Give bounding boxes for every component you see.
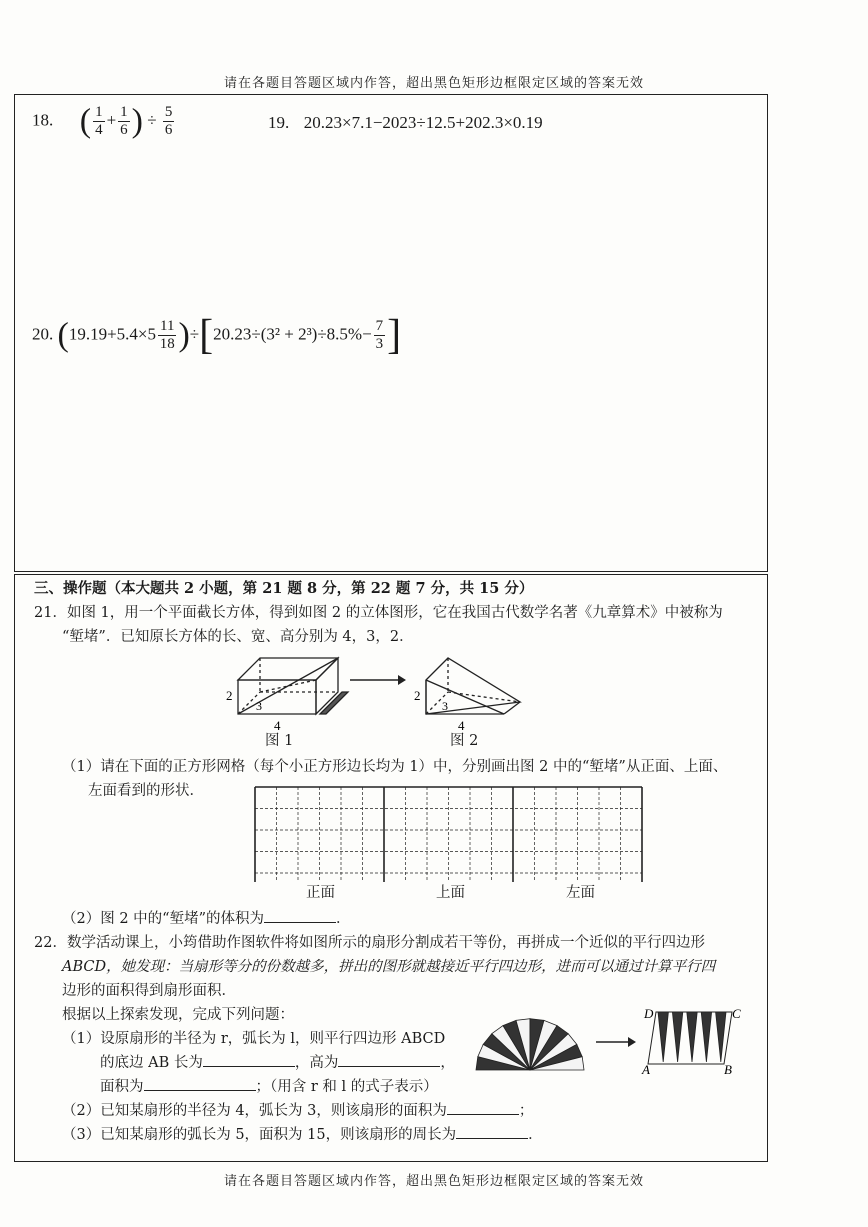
fraction: $\frac{11}{18}$ — [159, 318, 175, 352]
sector-figure — [474, 1006, 586, 1078]
question-21-part-2: （2）图 2 中的“堑堵”的体积为 ． — [62, 908, 351, 930]
parallelogram-figure — [640, 1000, 746, 1080]
fraction: $\frac{5}{6}$ — [164, 104, 173, 138]
answer-blank[interactable] — [264, 908, 336, 923]
question-22-line-4: 根据以上探索发现，完成下列问题： — [62, 1007, 294, 1023]
vertex-label-a: A — [642, 1062, 650, 1077]
question-22-line-3: 边形的面积得到扇形面积． — [62, 983, 236, 999]
answer-blank[interactable] — [203, 1052, 295, 1067]
fraction: $\frac{7}{3}$ — [375, 318, 384, 352]
grid-label-top: 上面 — [436, 885, 465, 901]
arrow-icon — [596, 1034, 636, 1050]
question-22-part-1-c: 面积为 ；（用含 r 和 l 的式子表示） — [100, 1076, 438, 1098]
answer-blank[interactable] — [456, 1124, 528, 1139]
parallelogram-wedge — [658, 1012, 668, 1062]
figure-1-height-label: 2 — [226, 688, 233, 703]
section-3-title: 三、操作题（本大题共 2 小题，第 21 题 8 分，第 22 题 7 分，共 15 分） — [34, 580, 534, 597]
parallelogram-wedge — [716, 1012, 726, 1062]
parallelogram-wedge — [672, 1012, 682, 1062]
grid-label-left: 左面 — [566, 885, 595, 901]
question-19-number: 19. — [268, 113, 290, 132]
arrow-icon — [350, 670, 406, 690]
vertex-label-d: D — [644, 1006, 654, 1021]
question-21-part-1-line-2: 左面看到的形状． — [88, 783, 204, 799]
vertex-label-b: B — [724, 1062, 732, 1077]
question-21-line-2: “堑堵”．已知原长方体的长、宽、高分别为 4，3，2． — [62, 629, 414, 645]
question-22-line-2: ABCD，她发现：当扇形等分的份数越多，拼出的图形就越接近平行四边形，进而可以通过计算平行四 — [62, 959, 716, 975]
question-19-expression: 20.23×7.1−2023÷12.5+202.3×0.19 — [303, 113, 543, 132]
vertex-label-c: C — [732, 1006, 741, 1021]
answer-blank[interactable] — [447, 1100, 519, 1115]
question-21-line-1: 21．如图 1，用一个平面截长方体，得到如图 2 的立体图形，它在我国古代数学名著《九章算术》中被称为 — [34, 605, 723, 621]
figure-1-length-label: 4 — [274, 718, 281, 733]
question-19 — [268, 112, 543, 134]
header-note: 请在各题目答题区域内作答，超出黑色矩形边框限定区域的答案无效 — [223, 76, 644, 91]
figure-2-caption: 图 2 — [450, 733, 479, 749]
question-18-number: 18. — [32, 110, 54, 130]
question-22-part-3: （3）已知某扇形的弧长为 5，面积为 15，则该扇形的周长为 ． — [62, 1124, 543, 1146]
figure-2-width-label: 3 — [442, 699, 448, 713]
figure-1-width-label: 3 — [256, 699, 262, 713]
question-22-part-1-b: 的底边 AB 长为 ，高为 ， — [100, 1052, 455, 1074]
question-22-line-1: 22．数学活动课上，小筠借助作图软件将如图所示的扇形分割成若干等份，再拼成一个近似的平行四边形 — [34, 935, 705, 951]
parallelogram-wedge — [701, 1012, 711, 1062]
answer-blank[interactable] — [338, 1052, 440, 1067]
figure-2-length-label: 4 — [458, 718, 465, 733]
grid-label-front: 正面 — [306, 885, 335, 901]
question-18: 18. ( $\frac{1}{4}$ + $\frac{1}{6}$ ) ÷ $\frac{5}{6}$ — [32, 102, 173, 140]
question-20: 20. (19.19+5.4×5 $\frac{11}{18}$ )÷[20.23÷(3² + 2³)÷8.5%− $\frac{7}{3}$ ] — [32, 312, 402, 359]
figure-2-qiandu — [408, 648, 528, 738]
parallelogram-wedge — [687, 1012, 697, 1062]
footer-note: 请在各题目答题区域内作答，超出黑色矩形边框限定区域的答案无效 — [223, 1174, 644, 1189]
question-20-number: 20. — [32, 324, 54, 344]
figure-1-cuboid — [220, 648, 350, 738]
question-22-part-1-a: （1）设原扇形的半径为 r，弧长为 l，则平行四边形 ABCD — [62, 1031, 446, 1047]
fraction: $\frac{1}{4}$ — [95, 104, 103, 138]
square-grid[interactable] — [254, 786, 650, 882]
answer-blank[interactable] — [144, 1076, 256, 1091]
figure-1-caption: 图 1 — [265, 733, 294, 749]
fraction: $\frac{1}{6}$ — [120, 104, 128, 138]
question-22-part-2: （2）已知某扇形的半径为 4，弧长为 3，则该扇形的面积为 ； — [62, 1100, 533, 1122]
figure-2-height-label: 2 — [414, 688, 421, 703]
question-21-part-1-line-1: （1）请在下面的正方形网格（每个小正方形边长均为 1）中，分别画出图 2 中的“堑堵”从正面、上面、 — [62, 759, 728, 775]
